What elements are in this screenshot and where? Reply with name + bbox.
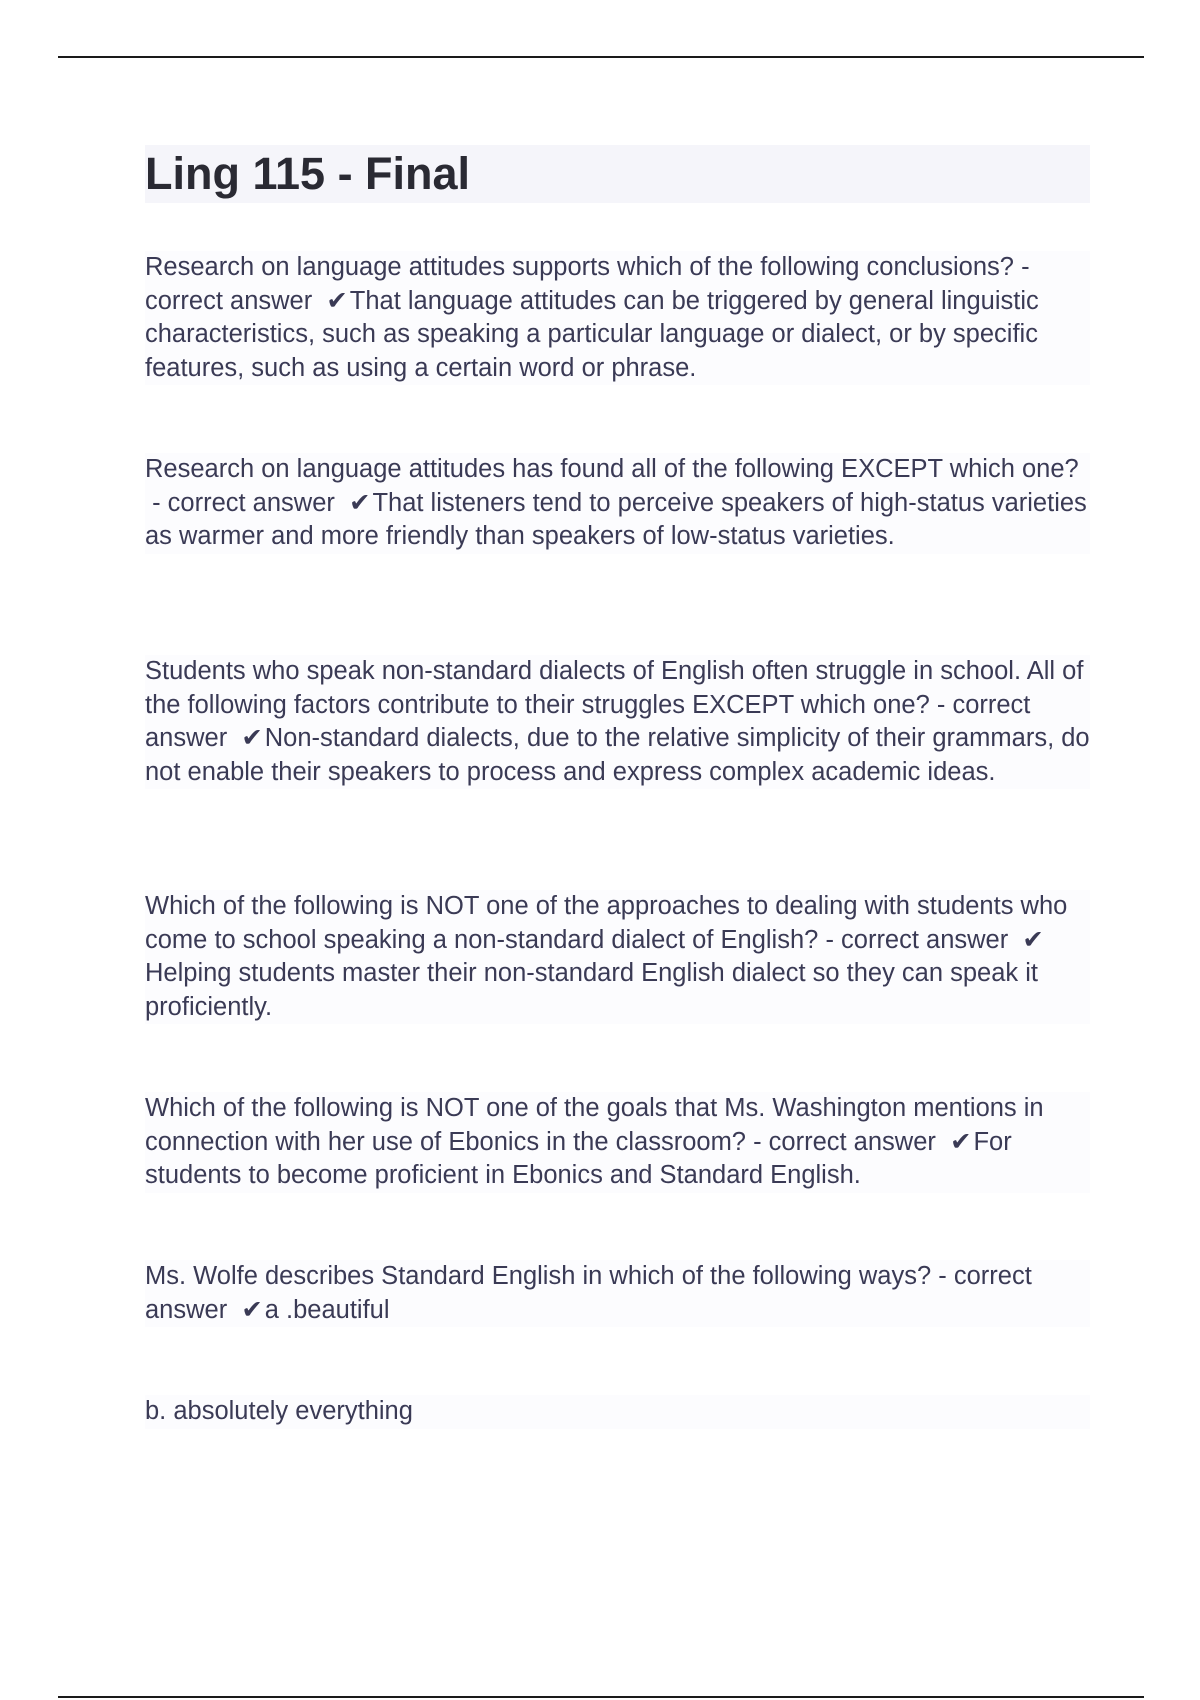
checkmark-icon: ✔: [950, 1127, 972, 1156]
checkmark-icon: ✔: [349, 488, 371, 517]
question-item: [145, 655, 1090, 789]
question-text: Which of the following is NOT one of the approaches to dealing with students who come to school speaking a non-standard dialect of English?: [145, 892, 1068, 954]
answer-label: - correct answer: [145, 253, 1030, 315]
answer-label: - correct answer: [145, 1262, 1032, 1324]
answer-text: That language attitudes can be triggered by general linguistic characteristics, such as speaking a particular language or dialect, or by specific features, such as using a certain word or phrase.: [145, 286, 1039, 382]
checkmark-icon: ✔: [241, 724, 263, 752]
answer-label: - correct answer: [825, 925, 1009, 954]
question-text: Students who speak non-standard dialects of English often struggle in school. All of the following factors contribute to their struggles EXCEPT which one?: [145, 657, 1084, 719]
answer-text: That listeners tend to perceive speakers of high-status varieties as warmer and more friendly than speakers of low-status varieties.: [145, 488, 1087, 550]
answer-text: Non-standard dialects, due to the relative simplicity of their grammars, do not enable their speakers to process and express complex academic ideas.: [145, 724, 1090, 786]
checkmark-icon: ✔: [241, 1295, 263, 1324]
answer-text: a .beautiful: [264, 1295, 390, 1324]
answer-continuation: b. absolutely everything: [145, 1395, 1090, 1429]
question-item: [145, 890, 1090, 1024]
bottom-rule: [58, 1696, 1144, 1698]
top-rule: [58, 56, 1144, 58]
title-bar: [145, 145, 1090, 203]
answer-label: - correct answer: [145, 690, 1031, 752]
question-text: Research on language attitudes has found all of the following EXCEPT which one?: [145, 455, 1079, 483]
answer-label: - correct answer: [152, 488, 335, 517]
question-item: [145, 453, 1090, 554]
question-text: Ms. Wolfe describes Standard English in which of the following ways?: [145, 1262, 932, 1290]
checkmark-icon: ✔: [1022, 925, 1044, 954]
question-item: [145, 1260, 1090, 1327]
answer-label: - correct answer: [753, 1127, 936, 1156]
answer-text: For students to become proficient in Ebonics and Standard English.: [145, 1127, 1012, 1189]
question-text: Which of the following is NOT one of the goals that Ms. Washington mentions in connection with her use of Ebonics in the classroom?: [145, 1094, 1044, 1156]
page-title: Ling 115 - Final: [145, 148, 471, 199]
question-item: [145, 1092, 1090, 1193]
question-text: Research on language attitudes supports which of the following conclusions?: [145, 253, 1014, 281]
checkmark-icon: ✔: [326, 286, 348, 315]
answer-text: Helping students master their non-standard English dialect so they can speak it proficiently.: [145, 959, 1038, 1021]
question-item: [145, 251, 1090, 385]
